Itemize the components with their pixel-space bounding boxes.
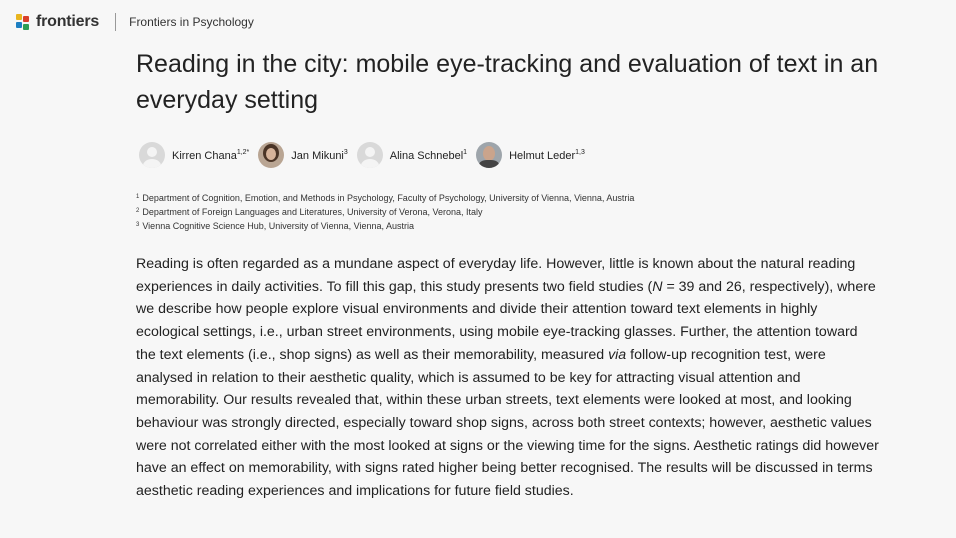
author-kirren-chana[interactable]	[139, 142, 249, 168]
author-helmut-leder[interactable]	[476, 142, 585, 168]
abstract: Reading is often regarded as a mundane aspect of everyday life. However, little is known about the natural reading experiences in daily activities. To fill this gap, this study presents two field studies (N = 39 and 26, respectively), where we describe how people explore visual environments and divide their attention toward text elements in highly ecological settings, i.e., urban street environments, using mobile eye-tracking glasses. Further, the attention toward the text elements (i.e., shop signs) as well as their memorability, measured via follow-up recognition test, were analysed in relation to their aesthetic quality, which is assumed to be key for attracting visual attention and memorability. Our results revealed that, within these urban streets, text elements were looked at most, and looking behaviour was strongly directed, especially toward shop signs, across both street contexts; however, aesthetic values were not correlated either with the most looked at signs or the viewing time for the signs. Aesthetic ratings did however have an effect on memorability, with signs rated higher being better recognised. The results will be discussed in terms aesthetic reading experiences and implications for future field studies.	[136, 256, 879, 500]
avatar-placeholder-icon	[357, 142, 383, 168]
author-name: Alina Schnebel$^1$	[389, 148, 468, 162]
page-header	[16, 9, 254, 35]
author-name: Helmut Leder$^{1,3}$	[509, 148, 585, 162]
author-jan-mikuni[interactable]	[258, 142, 347, 168]
frontiers-logo[interactable]	[16, 13, 99, 31]
author-list	[139, 142, 594, 168]
article-title: Reading in the city: mobile eye-tracking and evaluation of text in an everyday setting	[136, 50, 879, 114]
affiliation-2: $^2$ Department of Foreign Languages and Literatures, University of Verona, Verona, Italy	[136, 207, 483, 217]
author-alina-schnebel[interactable]	[357, 142, 467, 168]
author-photo	[258, 142, 284, 168]
author-name: Jan Mikuni$^3$	[291, 148, 348, 162]
affiliation-3: $^3$ Vienna Cognitive Science Hub, University of Vienna, Vienna, Austria	[136, 221, 415, 231]
affiliation-1: $^1$ Department of Cognition, Emotion, and Methods in Psychology, Faculty of Psychology, University of Vienna, Vienna, Austria	[136, 193, 635, 203]
author-name: Kirren Chana$^{1,2*}$	[172, 148, 250, 162]
header-divider	[115, 13, 116, 31]
author-photo	[476, 142, 502, 168]
journal-link[interactable]: Frontiers in Psychology	[129, 15, 254, 29]
frontiers-logo-icon	[16, 14, 32, 30]
avatar-placeholder-icon	[139, 142, 165, 168]
logo-text: frontiers	[36, 13, 100, 30]
affiliations	[136, 191, 634, 233]
